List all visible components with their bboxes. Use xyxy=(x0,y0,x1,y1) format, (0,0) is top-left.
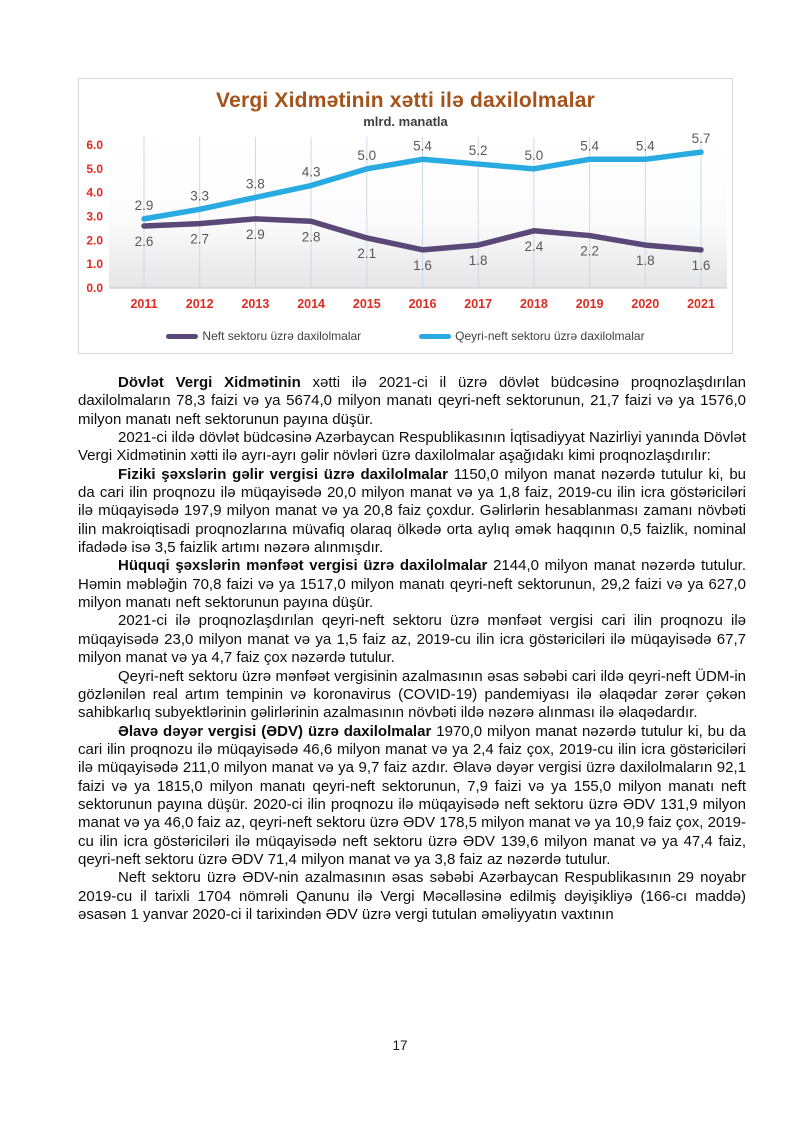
svg-text:2018: 2018 xyxy=(519,297,548,311)
svg-text:5.0: 5.0 xyxy=(357,147,377,163)
svg-text:2.0: 2.0 xyxy=(86,233,103,248)
svg-text:5.0: 5.0 xyxy=(524,147,544,163)
paragraph-text: xətti ilə 2021-ci il üzrə dövlət büdcəsinə proqnozlaşdırılan daxilolmaların 78,3 faizi və ya 5674,0 milyon manatı qeyri-neft sektorunun, 21,7 faizi və ya 1576,0 milyon manatı neft sektorunun payına düşür. xyxy=(78,374,746,428)
svg-text:3.8: 3.8 xyxy=(246,176,265,192)
svg-text:3.0: 3.0 xyxy=(86,209,103,224)
svg-text:1.0: 1.0 xyxy=(86,257,103,272)
paragraph xyxy=(78,668,746,723)
svg-text:2013: 2013 xyxy=(241,297,270,311)
svg-text:4.3: 4.3 xyxy=(301,164,321,180)
svg-text:2015: 2015 xyxy=(352,297,381,311)
paragraph-lead-bold: Hüquqi şəxslərin mənfəət vergisi üzrə daxilolmalar xyxy=(118,557,488,575)
svg-text:1.6: 1.6 xyxy=(413,257,432,273)
svg-text:2.4: 2.4 xyxy=(524,238,544,254)
paragraph-text: 1970,0 milyon manat nəzərdə tutulur ki, bu da cari ilin proqnozu ilə müqayisədə 46,6 milyon manat və ya 2,4 faiz çox, 2019-cu ilin icra göstəriciləri ilə müqayisədə 211,0 milyon manat və ya 9,7 faiz azdır. Əlavə dəyər vergisi üzrə daxilolmaların 92,1 faizi və ya 1815,0 milyon manatı qeyri-neft sektorunun, 7,9 faizi və ya 155,0 milyon manatı neft sektorunun payına düşür. 2020-ci ilin proqnozu ilə müqayisədə neft sektoru üzrə ƏDV 131,9 milyon manat və ya 46,0 faiz az, qeyri-neft sektoru üzrə ƏDV 178,5 milyon manat və ya 10,9 faiz çox, 2019-cu ilin icra göstəriciləri ilə müqayisədə neft sektoru üzrə ƏDV 139,6 milyon manat və ya 47,4 faiz, qeyri-neft sektoru üzrə ƏDV 71,4 milyon manat və ya 3,8 faiz az nəzərdə tutulur. xyxy=(78,722,746,868)
svg-text:5.7: 5.7 xyxy=(691,131,711,147)
paragraph xyxy=(78,374,746,429)
svg-text:6.0: 6.0 xyxy=(86,138,103,152)
legend-line-swatch xyxy=(419,334,451,339)
legend-label: Neft sektoru üzrə daxilolmalar xyxy=(202,329,362,343)
svg-text:2.1: 2.1 xyxy=(357,245,377,261)
svg-text:1.6: 1.6 xyxy=(691,257,711,273)
svg-text:2019: 2019 xyxy=(575,297,604,311)
legend-line-swatch xyxy=(166,334,198,339)
svg-text:2020: 2020 xyxy=(631,297,660,311)
paragraph xyxy=(78,723,746,870)
legend-item xyxy=(419,329,644,343)
paragraph-lead-bold: Dövlət Vergi Xidmətinin xyxy=(118,374,301,391)
svg-text:4.0: 4.0 xyxy=(86,185,103,200)
svg-text:2.2: 2.2 xyxy=(580,243,599,259)
paragraph xyxy=(78,869,746,924)
svg-text:2.9: 2.9 xyxy=(246,226,265,242)
paragraph-lead-bold: Əlavə dəyər vergisi (ƏDV) üzrə daxilolmalar xyxy=(118,722,432,740)
svg-text:1.8: 1.8 xyxy=(468,253,488,269)
body-text xyxy=(78,374,746,924)
line-chart-plot xyxy=(79,131,732,331)
paragraph-text: Qeyri-neft sektoru üzrə mənfəət vergisinin azalmasının əsas səbəbi cari ildə qeyri-neft ÜDM-in gözlənilən real artım tempinin və koronavirus (COVID-19) pandemiyası ilə əlaqədar zərər çəkən sahibkarlıq subyektlərinin gəlirlərinin azalmasının növbəti ildə nəzərə alınması ilə əlaqədardır. xyxy=(78,667,746,722)
svg-text:2011: 2011 xyxy=(130,297,158,311)
svg-text:5.4: 5.4 xyxy=(413,138,432,154)
paragraph-text: 2021-ci ilə proqnozlaşdırılan qeyri-neft sektoru üzrə mənfəət vergisi cari ilin proqnozu ilə müqayisədə 23,0 milyon manat və ya 1,5 faiz az, 2019-cu ilin icra göstəriciləri ilə müqayisədə 67,7 milyon manat və ya 4,7 faiz çox nəzərdə tutulur. xyxy=(78,612,746,667)
svg-text:3.3: 3.3 xyxy=(190,188,210,204)
svg-text:2021: 2021 xyxy=(687,297,715,311)
page-number: 17 xyxy=(392,1038,408,1053)
svg-text:5.0: 5.0 xyxy=(86,161,103,176)
legend-label: Qeyri-neft sektoru üzrə daxilolmalar xyxy=(455,329,645,343)
svg-text:2.7: 2.7 xyxy=(190,231,210,247)
paragraph-lead-bold: Fiziki şəxslərin gəlir vergisi üzrə daxilolmalar xyxy=(118,465,448,483)
paragraph xyxy=(78,557,746,612)
svg-text:5.4: 5.4 xyxy=(580,138,599,154)
svg-text:2014: 2014 xyxy=(297,297,326,311)
svg-text:0.0: 0.0 xyxy=(86,281,103,295)
svg-text:2017: 2017 xyxy=(464,297,493,311)
svg-text:1.8: 1.8 xyxy=(635,253,655,269)
paragraph-text: Neft sektoru üzrə ƏDV-nin azalmasının əsas səbəbi Azərbaycan Respublikasının 29 noyabr 2019-cu il tarixli 1704 nömrəli Qanunu ilə Vergi Məcəlləsinə edilmiş dəyişikliyə (166-cı maddə) əsasən 1 yanvar 2020-ci il tarixindən ƏDV üzrə vergi tutulan əməliyyatın vaxtının xyxy=(78,869,746,923)
paragraph xyxy=(78,429,746,466)
paragraph-text: 2021-ci ildə dövlət büdcəsinə Azərbaycan Respublikasının İqtisadiyyat Nazirliyi yanında Dövlət Vergi Xidmətinin xətti ilə ayrı-ayrı gəlir növləri üzrə daxilolmalar aşağıdakı kimi proqnozlaşdırılır: xyxy=(78,429,746,465)
paragraph-text: 2144,0 milyon manat nəzərdə tutulur. Həmin məbləğin 70,8 faizi və ya 1517,0 milyon manatı qeyri-neft sektorunun, 29,2 faizi və ya 627,0 milyon manatı neft sektorunun payına düşür. xyxy=(78,557,746,612)
chart-subtitle: mlrd. manatla xyxy=(363,114,448,129)
svg-text:2016: 2016 xyxy=(408,297,437,311)
svg-text:2.6: 2.6 xyxy=(134,234,154,250)
svg-text:2.9: 2.9 xyxy=(134,197,154,213)
chart-legend xyxy=(79,329,732,343)
paragraph-text: 1150,0 milyon manat nəzərdə tutulur ki, bu da cari ilin proqnozu ilə müqayisədə 20,0 milyon manat və ya 1,8 faiz, 2019-cu ilin icra göstəriciləri ilə müqayisədə 197,9 milyon manat və ya 20,8 faiz çoxdur. Gəlirlərin hesablanması zamanı növbəti ilin makroiqtisadi proqnozlarına müvafiq olaraq ölkədə orta aylıq əmək haqqının 0,5 faizlik, nominal ifadədə isə 3,5 faizlik artımı nəzərə alınmışdır. xyxy=(78,465,747,557)
svg-text:2.8: 2.8 xyxy=(301,229,321,245)
line-chart-figure xyxy=(78,78,733,354)
svg-text:5.4: 5.4 xyxy=(635,138,655,154)
svg-text:2012: 2012 xyxy=(185,297,214,311)
paragraph xyxy=(78,466,746,558)
paragraph xyxy=(78,612,746,667)
legend-item xyxy=(166,329,361,343)
chart-title: Vergi Xidmətinin xətti ilə daxilolmalar xyxy=(216,89,595,112)
svg-text:5.2: 5.2 xyxy=(468,143,488,159)
